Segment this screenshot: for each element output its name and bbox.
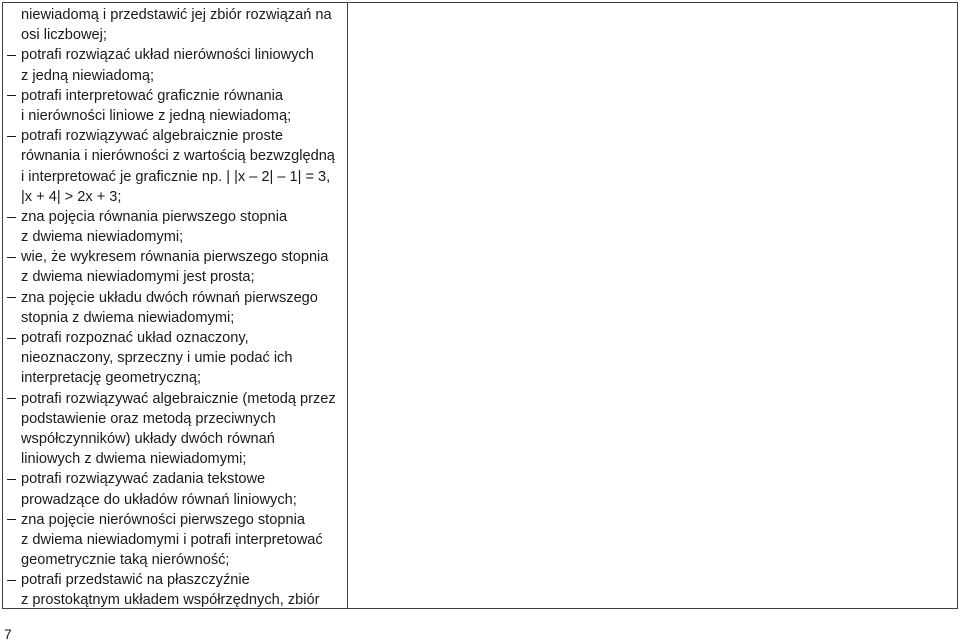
requirement-text: geometrycznie taką nierówność; — [21, 552, 230, 569]
requirement-text: z dwiema niewiadomymi i potrafi interpretować — [21, 531, 323, 548]
requirement-text: i interpretować je graficznie np. | |x – 2| – 1| = 3, — [21, 168, 331, 185]
requirement-item-continuation — [7, 106, 343, 126]
requirement-item-continuation — [7, 308, 343, 328]
requirement-item-continuation — [7, 167, 343, 187]
requirements-column — [3, 3, 348, 608]
bullet-dash-icon — [7, 217, 16, 218]
requirement-text: prowadzące do układów równań liniowych; — [21, 491, 297, 508]
requirement-text: stopnia z dwiema niewiadomymi; — [21, 309, 235, 326]
requirement-item-start — [7, 389, 343, 409]
requirement-text: potrafi przedstawić na płaszczyźnie — [21, 572, 250, 589]
bullet-dash-icon — [7, 338, 16, 339]
content-table — [2, 2, 958, 609]
bullet-dash-icon — [7, 55, 16, 56]
requirement-text: z prostokątnym układem współrzędnych, zbiór — [21, 592, 320, 608]
requirement-item-continuation — [7, 449, 343, 469]
requirement-item-continuation — [7, 5, 343, 25]
requirement-text: zna pojęcia równania pierwszego stopnia — [21, 208, 288, 225]
requirement-item-continuation — [7, 550, 343, 570]
requirement-text: z jedną niewiadomą; — [21, 67, 155, 84]
requirement-item-continuation — [7, 146, 343, 166]
page-number: 7 — [4, 626, 12, 642]
requirement-text: potrafi rozwiązać układ nierówności liniowych — [21, 47, 314, 64]
requirement-text: z dwiema niewiadomymi; — [21, 229, 184, 246]
requirement-text: potrafi interpretować graficznie równania — [21, 87, 284, 104]
requirement-text: |x + 4| > 2x + 3; — [21, 188, 122, 205]
requirement-item-start — [7, 86, 343, 106]
requirement-item-continuation — [7, 25, 343, 45]
requirement-item-continuation — [7, 530, 343, 550]
requirement-item-start — [7, 207, 343, 227]
requirement-item-start — [7, 510, 343, 530]
requirement-item-continuation — [7, 409, 343, 429]
requirement-text: potrafi rozpoznać układ oznaczony, — [21, 330, 249, 346]
requirement-text: niewiadomą i przedstawić jej zbiór rozwiązań na — [21, 7, 332, 23]
requirement-item-start — [7, 469, 343, 489]
requirement-text: współczynników) układy dwóch równań — [21, 430, 275, 447]
bullet-dash-icon — [7, 95, 16, 96]
requirement-item-start — [7, 126, 343, 146]
requirement-item-continuation — [7, 490, 343, 510]
requirement-text: liniowych z dwiema niewiadomymi; — [21, 451, 247, 468]
requirement-item-continuation — [7, 227, 343, 247]
requirement-text: potrafi rozwiązywać zadania tekstowe — [21, 471, 266, 488]
empty-column — [348, 3, 957, 608]
requirement-text: zna pojęcie nierówności pierwszego stopnia — [21, 511, 305, 528]
bullet-dash-icon — [7, 257, 16, 258]
requirement-item-start — [7, 288, 343, 308]
requirement-item-continuation — [7, 348, 343, 368]
requirement-item-start — [7, 247, 343, 267]
requirement-item-continuation — [7, 590, 343, 608]
requirement-text: nieoznaczony, sprzeczny i umie podać ich — [21, 350, 293, 367]
requirement-text: wie, że wykresem równania pierwszego stopnia — [21, 249, 329, 266]
requirement-text: potrafi rozwiązywać algebraicznie (metodą przez — [21, 390, 336, 407]
requirement-text: zna pojęcie układu dwóch równań pierwszego — [21, 289, 318, 306]
requirement-item-start — [7, 328, 343, 348]
bullet-dash-icon — [7, 479, 16, 480]
requirement-text: równania i nierówności z wartością bezwzględną — [21, 148, 335, 165]
requirement-item-continuation — [7, 429, 343, 449]
bullet-dash-icon — [7, 519, 16, 520]
bullet-dash-icon — [7, 297, 16, 298]
requirement-text: i nierówności liniowe z jedną niewiadomą; — [21, 107, 292, 124]
bullet-dash-icon — [7, 580, 16, 581]
requirement-item-continuation — [7, 66, 343, 86]
requirement-text: z dwiema niewiadomymi jest prosta; — [21, 269, 255, 286]
requirement-item-start — [7, 45, 343, 65]
bullet-dash-icon — [7, 136, 16, 137]
requirement-text: interpretację geometryczną; — [21, 370, 202, 387]
requirement-item-continuation — [7, 267, 343, 287]
requirement-text: osi liczbowej; — [21, 27, 107, 44]
requirement-item-continuation — [7, 187, 343, 207]
requirement-item-start — [7, 570, 343, 590]
requirement-item-continuation — [7, 368, 343, 388]
bullet-dash-icon — [7, 398, 16, 399]
requirement-text: podstawienie oraz metodą przeciwnych — [21, 410, 276, 427]
requirement-text: potrafi rozwiązywać algebraicznie proste — [21, 128, 283, 145]
